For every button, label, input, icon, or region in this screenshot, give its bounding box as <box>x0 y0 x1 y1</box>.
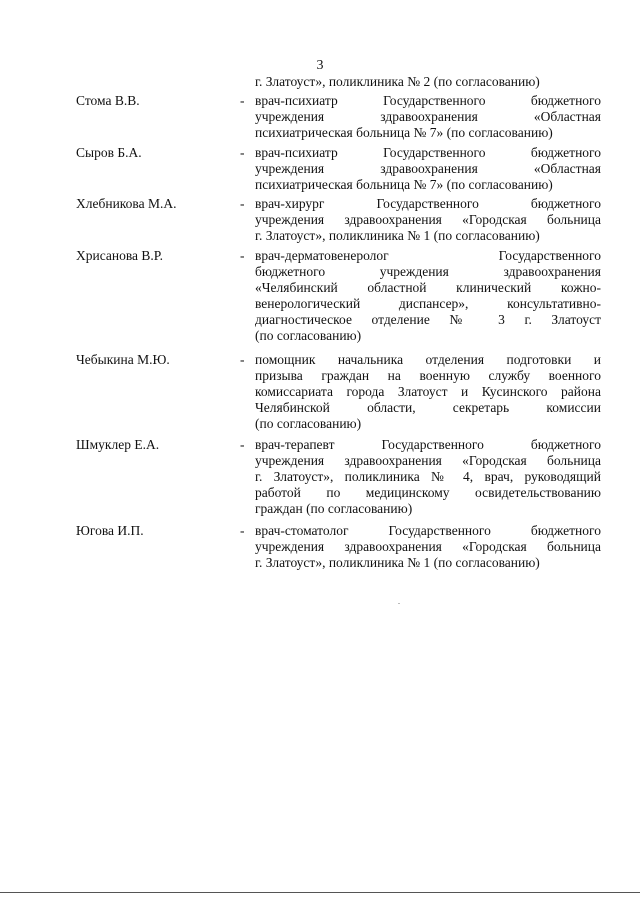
position-line: г. Златоуст», поликлиника № 4, врач, руководящий <box>255 469 601 484</box>
position-line: венерологический диспансер», консультативно- <box>255 296 601 311</box>
member-name: Хрисанова В.Р. <box>76 248 163 263</box>
dash-separator: - <box>240 145 245 160</box>
position-line: (по согласованию) <box>255 416 362 431</box>
position-line: Челябинской области, секретарь комиссии <box>255 400 601 415</box>
position-line: учреждения здравоохранения «Городская больница <box>255 453 601 468</box>
dash-separator: - <box>240 93 245 108</box>
position-line: комиссариата города Златоуст и Кусинского района <box>255 384 601 399</box>
position-line: граждан (по согласованию) <box>255 501 413 516</box>
position-line: врач-хирург Государственного бюджетного <box>255 196 601 211</box>
dash-separator: - <box>240 196 245 211</box>
position-line: «Челябинский областной клинический кожно- <box>255 280 601 295</box>
dash-separator: - <box>240 437 245 452</box>
position-line: врач-психиатр Государственного бюджетного <box>255 93 601 108</box>
member-position <box>255 93 601 141</box>
position-line: учреждения здравоохранения «Городская больница <box>255 539 601 554</box>
position-line: (по согласованию) <box>255 328 362 343</box>
position-line: бюджетного учреждения здравоохранения <box>255 264 601 279</box>
position-line: психиатрическая больница № 7» (по согласованию) <box>255 177 553 192</box>
scan-speck <box>398 603 400 604</box>
member-name: Шмуклер Е.А. <box>76 437 160 452</box>
position-line: врач-дерматовенеролог Государственного <box>255 248 601 263</box>
member-name: Чебыкина М.Ю. <box>76 352 170 367</box>
position-line: учреждения здравоохранения «Городская больница <box>255 212 601 227</box>
member-position <box>255 145 601 193</box>
member-position <box>255 437 601 517</box>
member-position <box>255 352 601 432</box>
member-position <box>255 248 601 344</box>
continuation-line: г. Златоуст», поликлиника № 2 (по согласованию) <box>255 74 540 89</box>
member-name: Хлебникова М.А. <box>76 196 177 211</box>
position-line: г. Златоуст», поликлиника № 1 (по согласованию) <box>255 228 540 243</box>
dash-separator: - <box>240 523 245 538</box>
position-line: психиатрическая больница № 7» (по согласованию) <box>255 125 553 140</box>
position-line: диагностическое отделение № 3 г. Златоуст <box>255 312 601 327</box>
position-line: врач-психиатр Государственного бюджетного <box>255 145 601 160</box>
bottom-rule <box>0 892 640 893</box>
position-line: врач-терапевт Государственного бюджетного <box>255 437 601 452</box>
position-line: учреждения здравоохранения «Областная <box>255 109 601 124</box>
member-position <box>255 523 601 571</box>
dash-separator: - <box>240 248 245 263</box>
member-name: Югова И.П. <box>76 523 144 538</box>
position-line: призыва граждан на военную службу военного <box>255 368 601 383</box>
member-name: Сыров Б.А. <box>76 145 142 160</box>
continuation-text <box>255 74 601 90</box>
position-line: помощник начальника отделения подготовки и <box>255 352 601 367</box>
member-name: Стома В.В. <box>76 93 140 108</box>
dash-separator: - <box>240 352 245 367</box>
member-position <box>255 196 601 244</box>
position-line: работой по медицинскому освидетельствованию <box>255 485 601 500</box>
position-line: г. Златоуст», поликлиника № 1 (по согласованию) <box>255 555 540 570</box>
page-number: 3 <box>316 58 324 73</box>
position-line: учреждения здравоохранения «Областная <box>255 161 601 176</box>
position-line: врач-стоматолог Государственного бюджетного <box>255 523 601 538</box>
